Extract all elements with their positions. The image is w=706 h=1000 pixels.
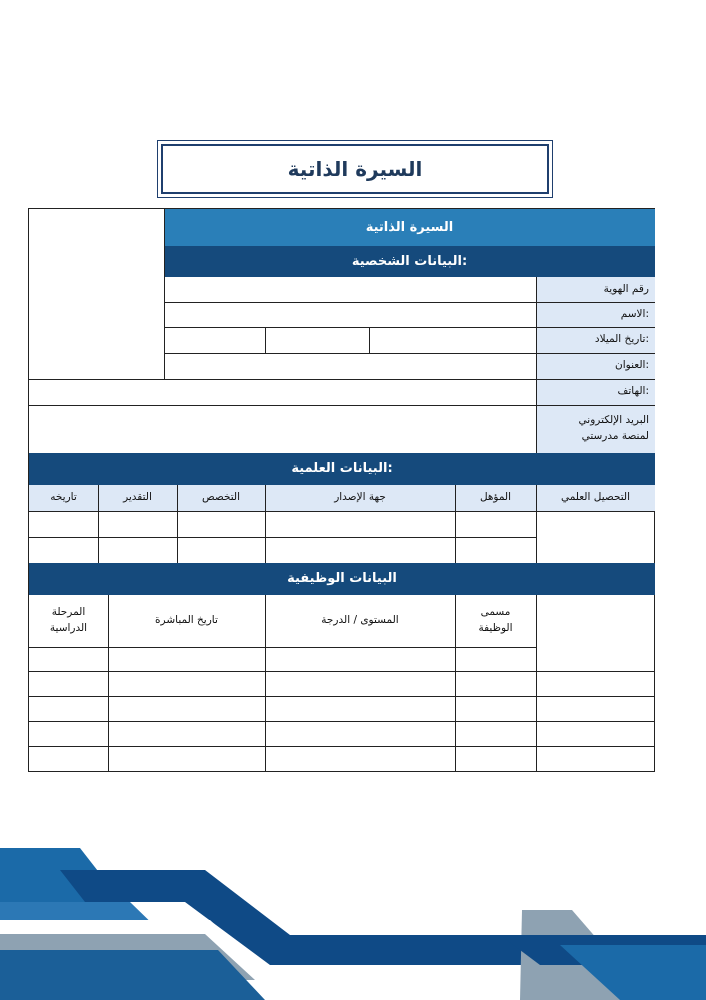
job-col-title-line2: الوظيفة — [478, 622, 513, 634]
grid-line — [536, 485, 537, 563]
grid-line — [29, 379, 655, 380]
grid-line — [177, 485, 178, 563]
name-label: الاسم: — [536, 302, 655, 327]
grid-line — [536, 277, 537, 453]
grid-line — [29, 511, 655, 512]
grid-line — [265, 327, 266, 353]
academic-data-heading: البيانات العلمية: — [29, 453, 655, 485]
grid-line — [455, 595, 456, 772]
document-title: السيرة الذاتية — [161, 144, 549, 194]
grid-line — [164, 327, 655, 328]
document-title-box — [157, 140, 553, 198]
cv-header-band: السيرة الذاتية — [164, 209, 655, 246]
cv-form — [28, 208, 655, 772]
job-col-start-date: تاريخ المباشرة — [155, 614, 218, 627]
grid-line — [29, 721, 655, 722]
birth-date-label: تاريخ الميلاد: — [536, 327, 655, 353]
personal-data-heading: البيانات الشخصية: — [164, 246, 655, 277]
grid-line — [265, 595, 266, 772]
grid-line — [29, 696, 655, 697]
grid-line — [29, 537, 536, 538]
academic-col-major: التخصص — [177, 485, 265, 511]
footer-decoration — [0, 840, 706, 1000]
phone-label: الهاتف: — [536, 379, 655, 405]
id-number-field[interactable] — [164, 277, 536, 302]
birth-day-field[interactable] — [369, 327, 536, 353]
grid-line — [164, 353, 655, 354]
platform-label: لمنصة مدرستي — [581, 430, 649, 442]
academic-col-qualification: المؤهل — [455, 485, 536, 511]
grid-line — [369, 327, 370, 353]
address-label: العنوان: — [536, 353, 655, 379]
job-col-level: المستوى / الدرجة — [321, 614, 399, 627]
email-field[interactable] — [29, 405, 536, 453]
photo-placeholder — [29, 209, 164, 379]
email-label-cell — [536, 405, 655, 453]
grid-line — [164, 302, 655, 303]
job-col-stage-line2: الدراسية — [49, 622, 88, 634]
email-label: البريد الإلكتروني — [578, 414, 649, 427]
grid-line — [108, 595, 109, 772]
grid-line — [98, 485, 99, 563]
grid-line — [29, 647, 536, 648]
grid-line — [536, 595, 537, 772]
academic-col-date: تاريخه — [29, 485, 98, 511]
academic-col-achievement: التحصيل العلمي — [536, 485, 655, 511]
academic-col-grade: التقدير — [98, 485, 177, 511]
grid-line — [29, 405, 655, 406]
job-col-title — [455, 595, 536, 647]
grid-line — [29, 671, 655, 672]
id-number-label: رقم الهوية — [536, 277, 655, 302]
grid-line — [455, 485, 456, 563]
name-field[interactable] — [164, 302, 536, 327]
job-col-title-line1: مسمى — [480, 606, 511, 619]
grid-line — [265, 485, 266, 563]
birth-year-field[interactable] — [164, 327, 265, 353]
job-col-stage — [29, 595, 108, 647]
birth-month-field[interactable] — [265, 327, 369, 353]
job-data-heading: البيانات الوظيفية — [29, 563, 655, 595]
grid-line — [29, 746, 655, 747]
academic-col-issuer: جهة الإصدار — [265, 485, 455, 511]
job-col-stage-line1: المرحلة — [51, 606, 86, 619]
address-field[interactable] — [164, 353, 536, 379]
phone-field[interactable] — [29, 379, 536, 405]
